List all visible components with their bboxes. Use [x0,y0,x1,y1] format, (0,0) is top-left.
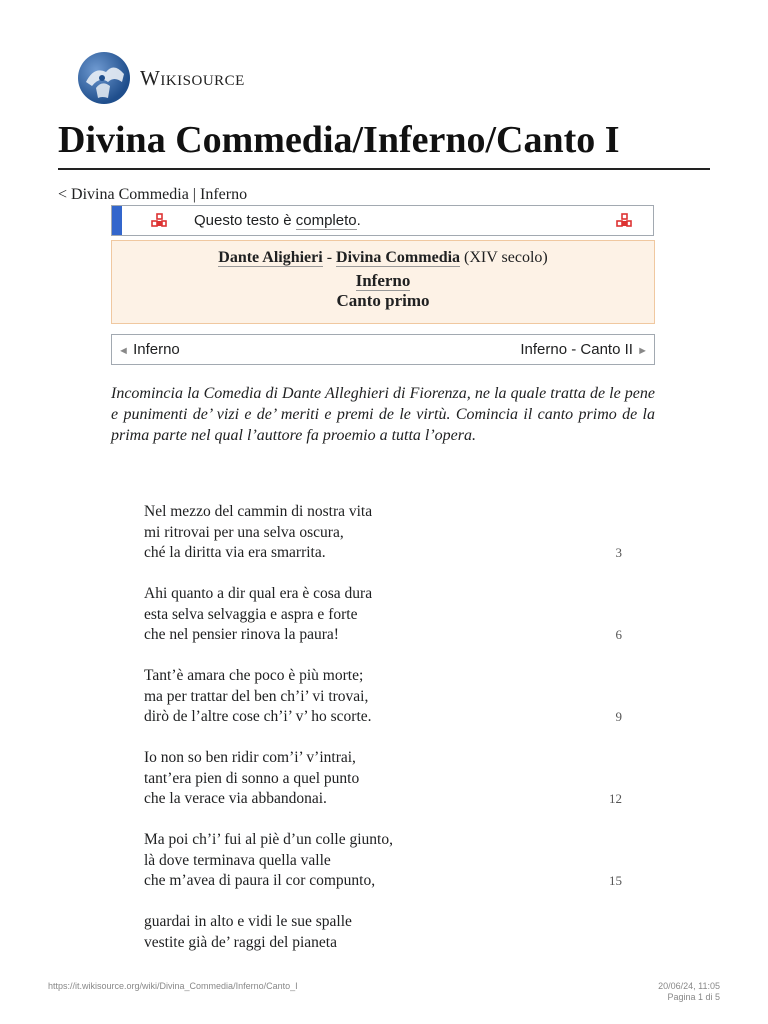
verse-line: guardai in alto e vidi le sue spalle [144,913,352,930]
breadcrumb [58,186,247,204]
quality-icon[interactable] [615,212,633,230]
arrow-left-icon: ◄ [118,345,129,357]
nav-prev-label: Inferno [133,341,180,358]
status-text-after: . [356,212,361,229]
breadcrumb-link-divina-commedia[interactable]: Divina Commedia [71,186,189,203]
status-accent-stripe [112,206,122,235]
header-century: (XIV secolo) [460,249,548,266]
footer-url: https://it.wikisource.org/wiki/Divina_Commedia/Inferno/Canto_I [48,981,298,991]
quality-icon[interactable] [150,212,168,230]
line-number: 3 [615,545,622,560]
verse-line: che m’avea di paura il cor compunto, [144,872,376,889]
stanza [144,502,634,564]
verse-line: vestite già de’ raggi del pianeta [144,933,337,951]
verse-line: Ahi quanto a dir qual era è cosa dura [144,585,373,602]
footer-datetime: 20/06/24, 11:05 [658,981,720,991]
line-number: 6 [615,627,622,642]
footer-meta [658,981,720,1003]
stanza [144,830,634,892]
verse-line: Io non so ben ridir com’i’ v’intrai, [144,749,356,766]
line-number: 15 [609,873,622,888]
status-text-before: Questo testo è [194,212,296,229]
header-canto: Canto primo [336,291,430,310]
footer-page-info: Pagina 1 di 5 [667,992,720,1002]
verse-line: Ma poi ch’i’ fui al piè d’un colle giunto, [144,831,393,848]
verse-line: esta selva selvaggia e aspra e forte [144,605,358,623]
wikisource-logo-icon [78,52,130,104]
author-link[interactable]: Dante Alighieri [218,249,323,266]
header-dash: - [322,249,337,266]
breadcrumb-link-inferno[interactable]: Inferno [200,186,248,203]
verse-line: tant’era pien di sonno a quel punto [144,769,360,787]
section-link[interactable]: Inferno [355,271,411,290]
breadcrumb-prefix: < [58,186,72,203]
verse-line: che nel pensier rinova la paura! [144,626,339,643]
site-name: Wikisource [140,65,245,90]
work-link[interactable]: Divina Commedia [336,249,461,266]
verse-line: Tant’è amara che poco è più morte; [144,667,364,684]
verse-line: Nel mezzo del cammin di nostra vita [144,503,373,520]
verse-line: là dove terminava quella valle [144,851,331,869]
text-status-bar [111,205,654,236]
breadcrumb-separator: | [188,186,200,203]
site-logo[interactable] [78,52,245,104]
verse-line: che la verace via abbandonai. [144,790,327,807]
stanza [144,748,634,810]
nav-next-link[interactable] [520,341,648,358]
status-text [194,212,361,229]
verse-line: ma per trattar del ben ch’i’ vi trovai, [144,687,369,705]
work-header-box [111,240,655,324]
poem-text [144,502,634,974]
verse-line: ché la diritta via era smarrita. [144,544,326,561]
canto-navigation [111,334,655,365]
stanza [144,584,634,646]
line-number: 9 [615,709,622,724]
stanza [144,912,634,953]
arrow-right-icon: ► [637,345,648,357]
canto-intro: Incomincia la Comedia di Dante Alleghieri di Fiorenza, ne la quale tratta de le pene e punimenti de’ vizi e de’ meriti e premi de le virtù. Comincia il canto primo de la prima parte nel qual l’auttore fa proemio a tutta l’opera. [111,385,655,444]
header-section [112,271,654,291]
status-link-completo[interactable]: completo [295,212,357,229]
page-title: Divina Commedia/Inferno/Canto I [58,118,710,170]
nav-prev-link[interactable] [118,341,180,358]
line-number: 12 [609,791,622,806]
nav-next-label: Inferno - Canto II [520,341,633,358]
verse-line: mi ritrovai per una selva oscura, [144,523,344,541]
stanza [144,666,634,728]
header-author-line [112,249,654,267]
verse-line: dirò de l’altre cose ch’i’ v’ ho scorte. [144,708,372,725]
